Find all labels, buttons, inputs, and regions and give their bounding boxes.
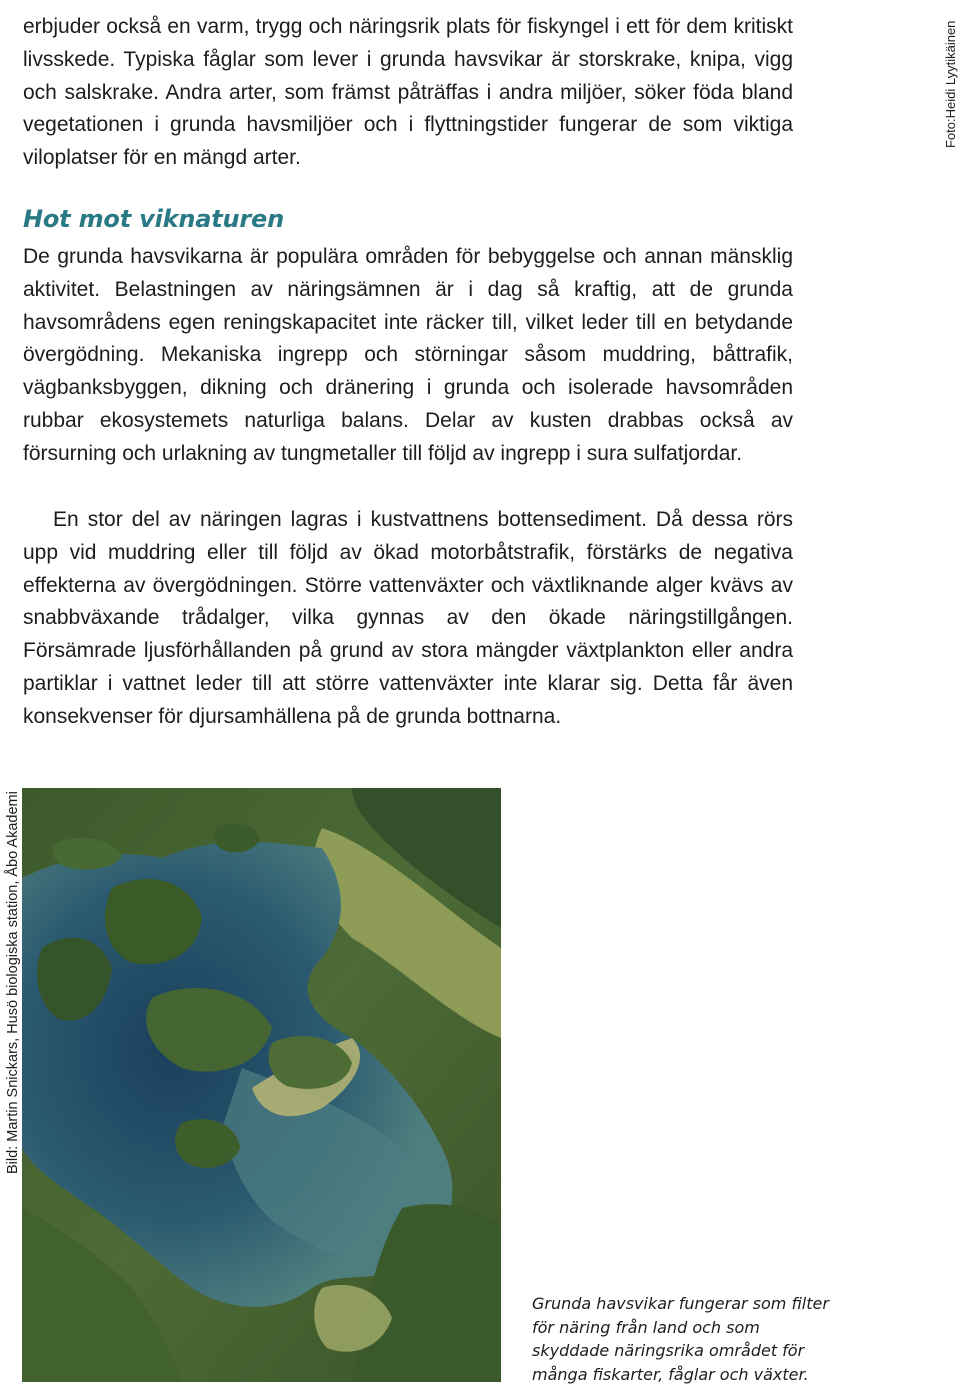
section-paragraph-1: De grunda havsvikarna är populära områden för bebyggelse och annan mänsklig aktivitet. Belastningen av näringsämnen är i dag så kraftig, att de grunda havsområdens egen reningskapacitet inte räcker till, vilket leder till en betydande övergödning. Mekaniska ingrepp och störningar såsom muddring, båttrafik, vägbanksbyggen, dikning och dränering i grunda och isolerade havsområden rubbar ekosystemets naturliga balans. Delar av kusten drabbas också av försurning och urlakning av tungmetaller till följd av ingrepp i sura sulfatjordar. (23, 245, 793, 465)
section-paragraph-2: En stor del av näringen lagras i kustvattnens bottensediment. Då dessa rörs upp vid muddring eller till följd av ökad motorbåtstrafik, förstärks de negativa effekterna av övergödningen. Större vattenväxter och växtliknande alger kvävs av snabbväxande trådalger, vilka gynnas av den ökade näringstillgången. Försämrade ljusförhållanden på grund av stora mängder växtplankton eller andra partiklar i vattnet leder till att större vattenväxter inte klarar sig. Detta får även konsekvenser för djursamhällena på de grunda bottnarna. (23, 508, 793, 728)
section-heading: Hot mot viknaturen (23, 205, 284, 233)
photo-caption: Grunda havsvikar fungerar som filter för näring från land och som skyddade näringsrika området för många fiskarter, fåglar och växter. (532, 1294, 829, 1384)
photo-credit-bottom: Bild: Martin Snickars, Husö biologiska station, Åbo Akademi (5, 791, 21, 1174)
photo-credit-top: Foto:Heidi Lyytikäinen (943, 20, 958, 148)
intro-paragraph: erbjuder också en varm, trygg och näringsrik plats för fiskyngel i ett för dem kritiskt livsskede. Typiska fåglar som lever i grunda havsvikar är storskrake, knipa, vigg och salskrake. Andra arter, som främst påträffas i andra miljöer, söker föda bland vegetationen i grunda havsmiljöer och i flyttningstider fungerar de som viktiga viloplatser för en mängd arter. (23, 15, 793, 170)
aerial-bay-photo (22, 788, 501, 1382)
